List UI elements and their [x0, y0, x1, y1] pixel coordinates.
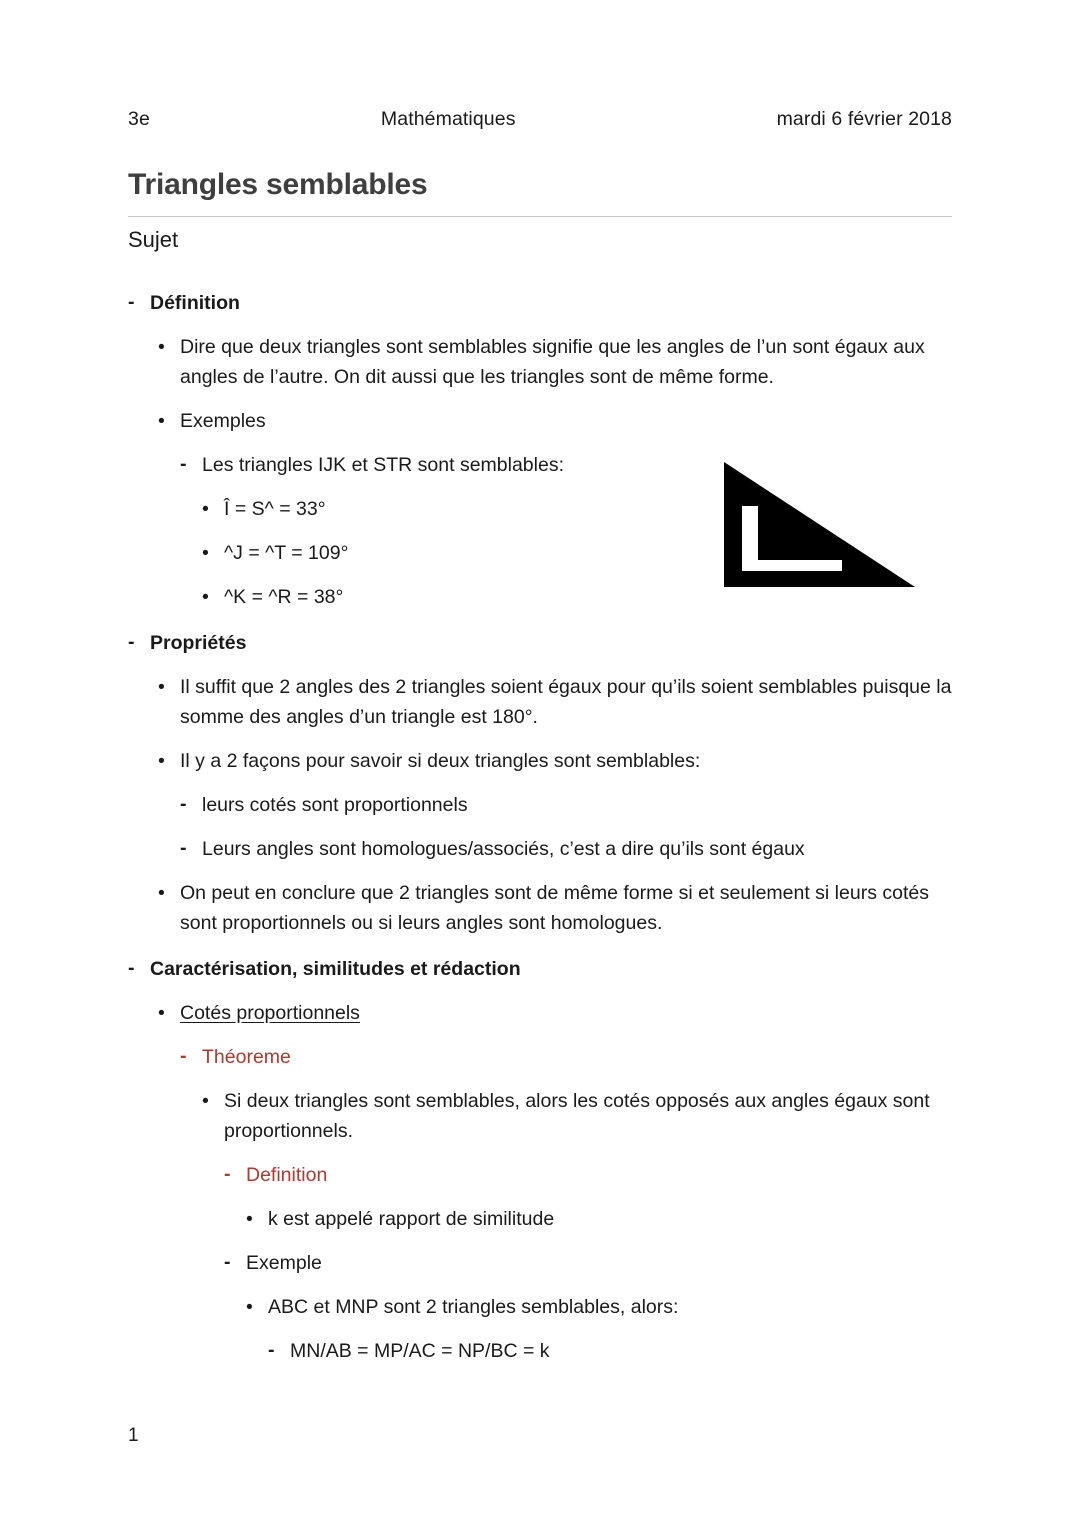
dot-bullet-icon: • — [246, 1208, 253, 1230]
dot-bullet-icon: • — [202, 542, 209, 564]
outline-item-text: Les triangles IJK et STR sont semblables: — [202, 454, 564, 476]
header-subject: Mathématiques — [380, 108, 516, 130]
outline-list — [128, 272, 952, 1366]
dot-bullet-icon: • — [202, 1090, 209, 1112]
dash-bullet-icon: - — [268, 1339, 275, 1361]
dash-bullet-icon: - — [180, 453, 187, 475]
outline-item-text: Théoreme — [202, 1046, 291, 1068]
outline-item-level-3 — [180, 790, 952, 820]
outline-item-text: ^K = ^R = 38° — [224, 586, 344, 608]
dash-bullet-icon: - — [180, 1045, 187, 1067]
header-divider — [128, 216, 952, 217]
outline-item-text: k est appelé rapport de similitude — [268, 1208, 555, 1230]
dash-bullet-icon: - — [128, 957, 135, 979]
outline-item-level-5 — [224, 1160, 952, 1190]
outline-item-level-2 — [158, 406, 952, 436]
set-square-icon — [718, 459, 918, 589]
outline-item-level-1 — [128, 628, 952, 658]
outline-item-text: MN/AB = MP/AC = NP/BC = k — [290, 1340, 550, 1362]
dot-bullet-icon: • — [202, 586, 209, 608]
outline-item-text: Si deux triangles sont semblables, alors les cotés opposés aux angles égaux sont proportionnels. — [224, 1090, 930, 1142]
header-grade-level: 3e — [128, 108, 150, 130]
dash-bullet-icon: - — [180, 837, 187, 859]
dot-bullet-icon: • — [158, 750, 165, 772]
outline-item-text: ABC et MNP sont 2 triangles semblables, alors: — [268, 1296, 679, 1318]
outline-item-text: Définition — [150, 292, 240, 314]
outline-item-level-2 — [158, 672, 952, 732]
dash-bullet-icon: - — [128, 291, 135, 313]
outline-item-level-6 — [246, 1204, 952, 1234]
outline-item-text: ^J = ^T = 109° — [224, 542, 349, 564]
dot-bullet-icon: • — [202, 498, 209, 520]
outline-item-level-3 — [180, 834, 952, 864]
outline-item-text: On peut en conclure que 2 triangles sont de même forme si et seulement si leurs cotés sont proportionnels ou si leurs angles sont homologues. — [180, 882, 929, 934]
page-header — [128, 108, 952, 131]
outline-item-text: Il suffit que 2 angles des 2 triangles soient égaux pour qu’ils soient semblables puisque la somme des angles d’un triangle est 180°. — [180, 676, 952, 728]
dot-bullet-icon: • — [158, 1002, 165, 1024]
outline-item-text: Leurs angles sont homologues/associés, c’est a dire qu’ils sont égaux — [202, 838, 805, 860]
outline-item-level-3 — [180, 1042, 952, 1072]
dot-bullet-icon: • — [246, 1296, 253, 1318]
outline-item-level-6 — [246, 1292, 952, 1322]
dash-bullet-icon: - — [224, 1163, 231, 1185]
dash-bullet-icon: - — [180, 793, 187, 815]
outline-item-text: Exemples — [180, 410, 266, 432]
dot-bullet-icon: • — [158, 882, 165, 904]
header-date: mardi 6 février 2018 — [776, 108, 952, 130]
outline-item-text: Definition — [246, 1164, 328, 1186]
outline-item-level-1 — [128, 288, 952, 318]
outline-item-text: Il y a 2 façons pour savoir si deux triangles sont semblables: — [180, 750, 701, 772]
outline-item-text: Î = S^ = 33° — [224, 498, 326, 520]
outline-item-level-7 — [268, 1336, 952, 1366]
dash-bullet-icon: - — [224, 1251, 231, 1273]
dash-bullet-icon: - — [128, 631, 135, 653]
outline-item-text: Exemple — [246, 1252, 322, 1274]
outline-item-text: Dire que deux triangles sont semblables signifie que les angles de l’un sont égaux aux angles de l’autre. On dit aussi que les triangles sont de même forme. — [180, 336, 925, 388]
page-number: 1 — [128, 1425, 139, 1446]
outline-item-level-2 — [158, 998, 952, 1028]
outline-item-text: Propriétés — [150, 632, 247, 654]
outline-item-text: leurs cotés sont proportionnels — [202, 794, 468, 816]
outline-item-level-2 — [158, 746, 952, 776]
dot-bullet-icon: • — [158, 676, 165, 698]
outline-item-level-1 — [128, 954, 952, 984]
outline-item-level-2 — [158, 332, 952, 392]
dot-bullet-icon: • — [158, 336, 165, 358]
outline-item-text: Cotés proportionnels — [180, 1002, 360, 1024]
dot-bullet-icon: • — [158, 410, 165, 432]
outline-item-level-2 — [158, 878, 952, 938]
page-title: Triangles semblables — [128, 168, 428, 202]
section-heading-sujet: Sujet — [128, 227, 179, 252]
outline-item-text: Caractérisation, similitudes et rédaction — [150, 958, 521, 980]
outline-item-level-4 — [202, 1086, 952, 1146]
outline-item-level-5 — [224, 1248, 952, 1278]
